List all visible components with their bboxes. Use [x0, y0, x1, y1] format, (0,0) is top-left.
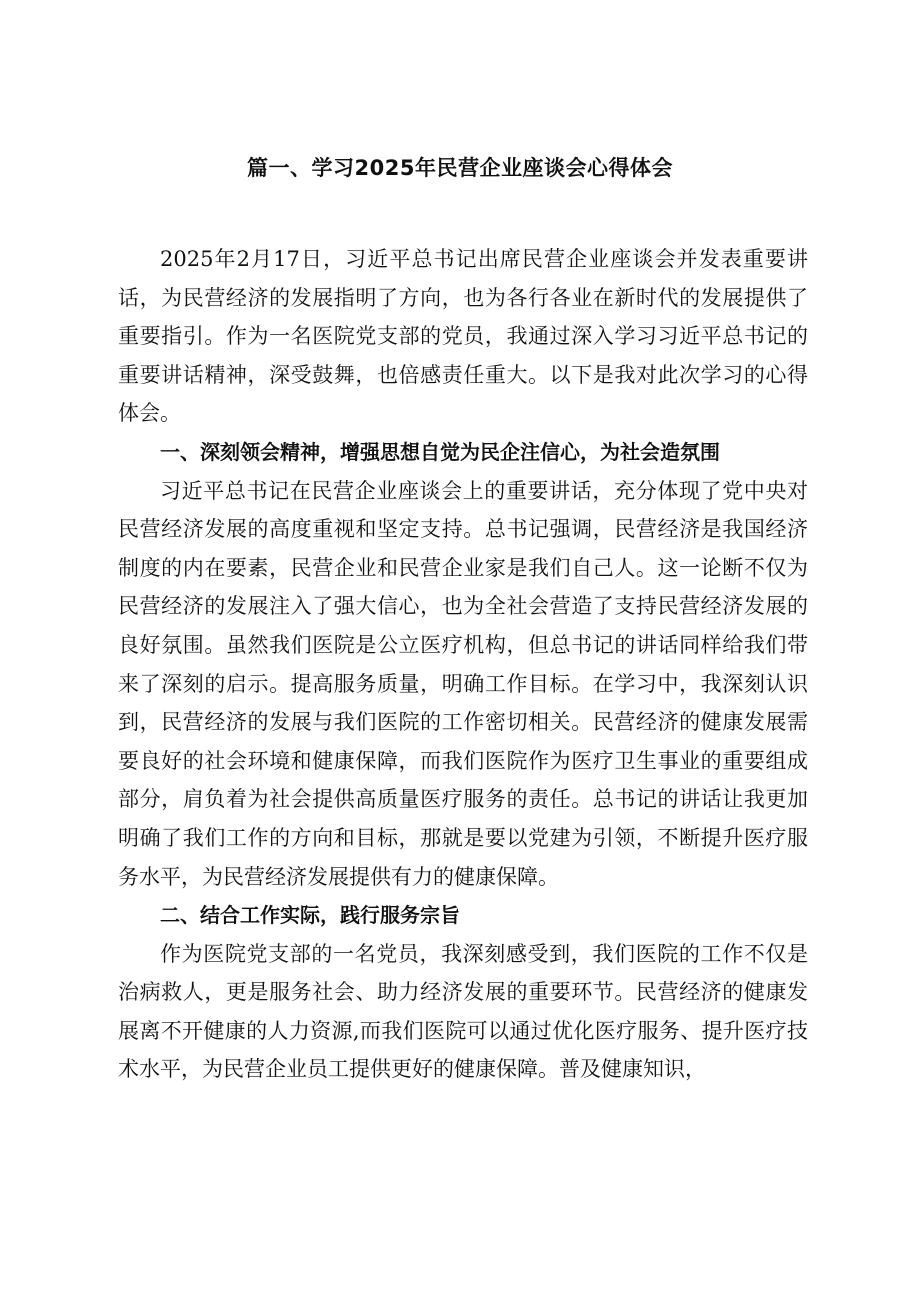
document-title: 篇一、学习2025年民营企业座谈会心得体会: [247, 156, 673, 180]
section-1-heading: 一、深刻领会精神，增强思想自觉为民企注信心，为社会造氛围: [160, 439, 720, 464]
section-2-paragraph: 作为医院党支部的一名党员，我深刻感受到，我们医院的工作不仅是治病救人，更是服务社会、助力经济发展的重要环节。民营经济的健康发展离不开健康的人力资源,而我们医院可以通过优化医疗服务、提升医疗技术水平，为民营企业员工提供更好的健康保障。普及健康知识，: [118, 941, 808, 1082]
intro-paragraph: 2025年2月17日，习近平总书记出席民营企业座谈会并发表重要讲话，为民营经济的发展指明了方向，也为各行各业在新时代的发展提供了重要指引。作为一名医院党支部的党员，我通过深入学习习近平总书记的重要讲话精神，深受鼓舞，也倍感责任重大。以下是我对此次学习的心得体会。: [118, 247, 808, 426]
section-2-heading: 二、结合工作实际，践行服务宗旨: [160, 903, 460, 928]
section-1-paragraph: 习近平总书记在民营企业座谈会上的重要讲话，充分体现了党中央对民营经济发展的高度重视和坚定支持。总书记强调，民营经济是我国经济制度的内在要素，民营企业和民营企业家是我们自己人。这一论断不仅为民营经济的发展注入了强大信心，也为全社会营造了支持民营经济发展的良好氛围。虽然我们医院是公立医疗机构，但总书记的讲话同样给我们带来了深刻的启示。提高服务质量，明确工作目标。在学习中，我深刻认识到，民营经济的发展与我们医院的工作密切相关。民营经济的健康发展需要良好的社会环境和健康保障，而我们医院作为医疗卫生事业的重要组成部分，肩负着为社会提供高质量医疗服务的责任。总书记的讲话让我更加明确了我们工作的方向和目标，那就是要以党建为引领，不断提升医疗服务水平，为民营经济发展提供有力的健康保障。: [118, 478, 808, 889]
document-body: [118, 240, 808, 1089]
